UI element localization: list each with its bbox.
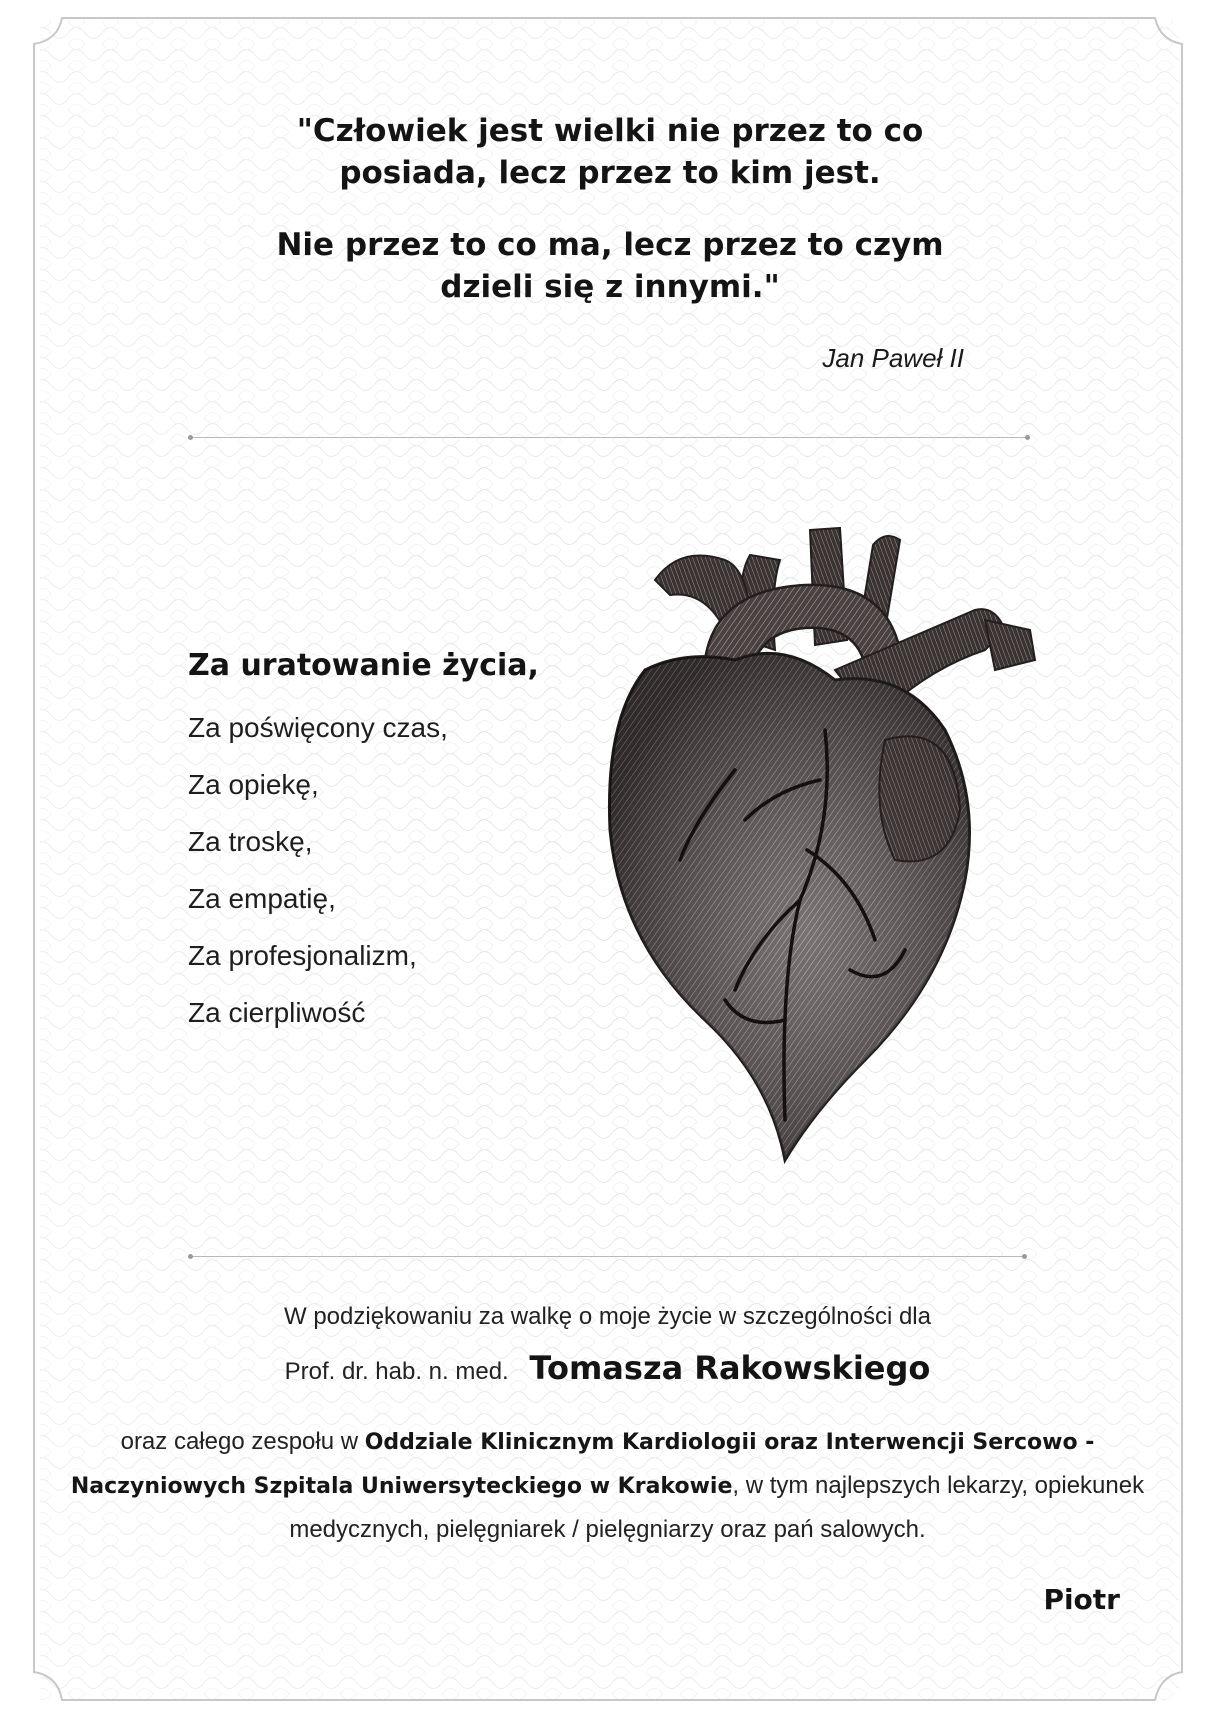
quote-author: Jan Paweł II	[822, 343, 964, 373]
team-paragraph	[70, 1420, 1145, 1551]
recipient-name: Tomasza Rakowskiego	[529, 1349, 931, 1387]
team-suffix: , w tym najlepszych lekarzy, opiekunek medycznych, pielęgniarek / pielęgniarzy oraz pań salowych.	[289, 1472, 1145, 1543]
quote-line: posiada, lecz przez to kim jest.	[339, 155, 881, 191]
thanks-heading: Za uratowanie życia,	[188, 648, 539, 683]
quote-line: dzieli się z innymi."	[440, 269, 780, 305]
thanks-item: Za opiekę,	[188, 769, 319, 800]
thanks-item: Za troskę,	[188, 826, 313, 857]
hospital-unit-name: Oddziale Klinicznym Kardiologii oraz Interwencji Sercowo - Naczyniowych Szpitala Uniwersyteckiego w Krakowie	[70, 1430, 1095, 1499]
dedication-intro: W podziękowaniu za walkę o moje życie w szczególności dla	[284, 1303, 931, 1330]
signature: Piotr	[1043, 1583, 1120, 1616]
quote-block	[200, 110, 1020, 308]
dedication-block	[90, 1300, 1125, 1396]
divider-bottom	[190, 1256, 1025, 1257]
anatomical-heart-icon	[585, 520, 1060, 1170]
divider-top	[190, 437, 1028, 438]
thanks-item: Za profesjonalizm,	[188, 940, 417, 971]
quote-line: "Człowiek jest wielki nie przez to co	[296, 113, 924, 149]
thanks-item: Za empatię,	[188, 883, 336, 914]
thanks-list	[188, 708, 448, 1050]
team-prefix: oraz całego zespołu w	[120, 1428, 365, 1455]
quote-line: Nie przez to co ma, lecz przez to czym	[276, 227, 944, 263]
recipient-title: Prof. dr. hab. n. med.	[284, 1358, 509, 1385]
recipient-line	[90, 1344, 1125, 1396]
thanks-item: Za cierpliwość	[188, 997, 366, 1028]
thanks-item: Za poświęcony czas,	[188, 712, 448, 743]
